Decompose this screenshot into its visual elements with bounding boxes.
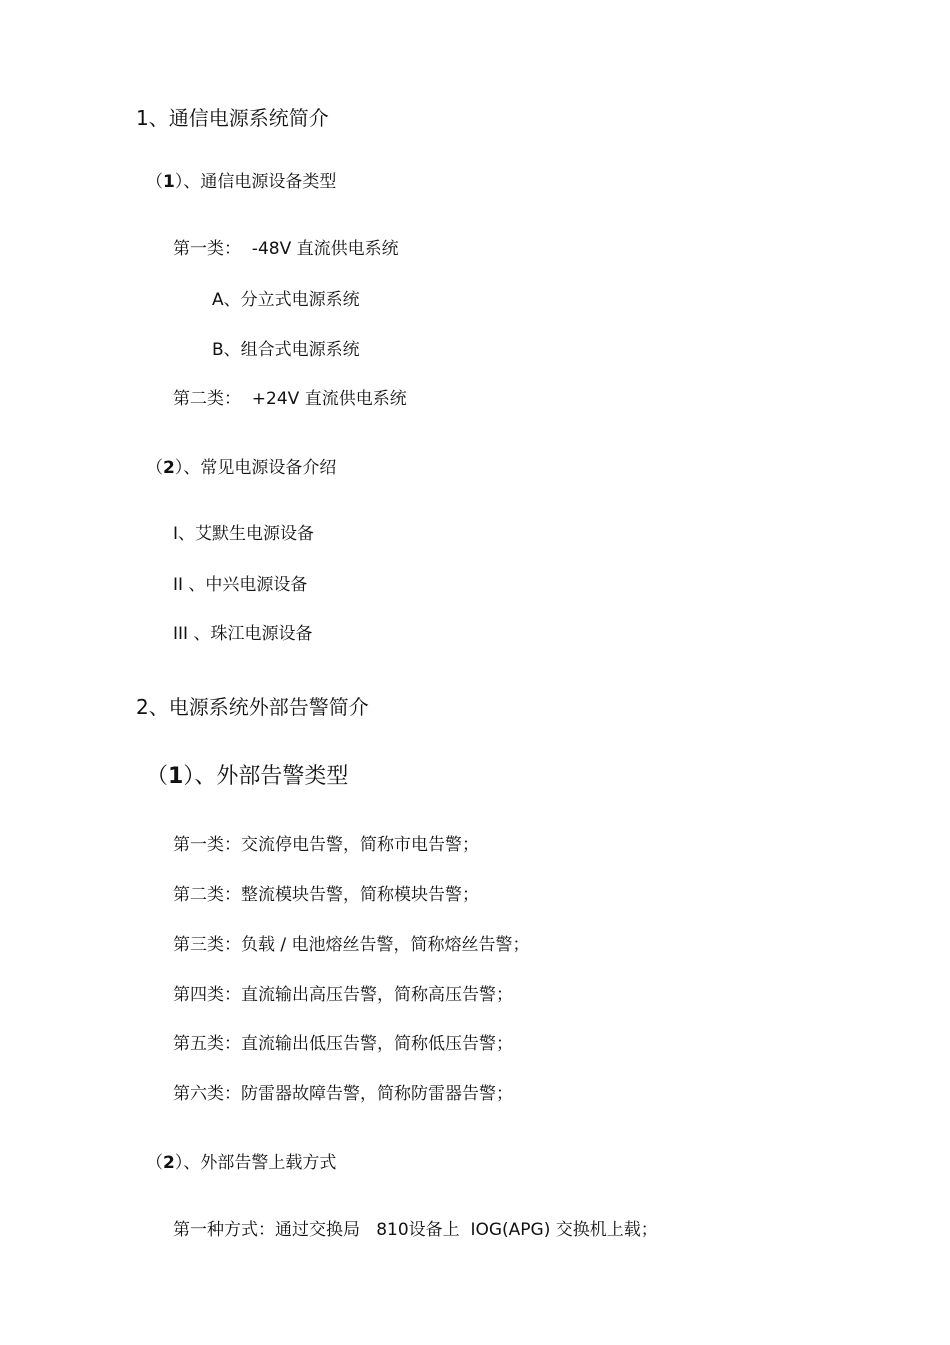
list-item: II 、中兴电源设备 [173, 575, 308, 595]
subsection-title-text: 、通信电源设备类型 [183, 172, 337, 192]
list-item: 第六类：防雷器故障告警，简称防雷器告警； [173, 1084, 513, 1104]
list-item: A、分立式电源系统 [212, 290, 360, 310]
section-2-title: 2、电源系统外部告警简介 [136, 695, 369, 719]
subsection-number: 2 [163, 1153, 175, 1173]
list-item: 第三类：负载 / 电池熔丝告警，简称熔丝告警； [173, 935, 530, 955]
subsection-number: 1 [163, 172, 175, 192]
subsection-1-2-title: （2）、常见电源设备介绍 [146, 458, 337, 478]
list-item: B、组合式电源系统 [212, 340, 360, 360]
subsection-2-1-title: （1）、外部告警类型 [146, 764, 349, 789]
subsection-2-2-title: （2）、外部告警上载方式 [146, 1153, 337, 1173]
subsection-title-text: 、外部告警上载方式 [183, 1153, 337, 1173]
list-item: I、艾默生电源设备 [173, 524, 315, 544]
list-item: III 、珠江电源设备 [173, 624, 313, 644]
list-item: 第二类： +24V 直流供电系统 [173, 389, 407, 409]
subsection-title-text: 、常见电源设备介绍 [183, 458, 337, 478]
subsection-1-1-title: （1）、通信电源设备类型 [146, 172, 337, 192]
list-item: 第二类：整流模块告警，简称模块告警； [173, 885, 479, 905]
section-1-title: 1、通信电源系统简介 [136, 106, 329, 130]
subsection-title-text: 、外部告警类型 [194, 764, 349, 789]
list-item: 第五类：直流输出低压告警，简称低压告警； [173, 1034, 513, 1054]
list-item: 第四类：直流输出高压告警，简称高压告警； [173, 985, 513, 1005]
list-item: 第一类：交流停电告警，简称市电告警； [173, 835, 479, 855]
subsection-number: 1 [168, 764, 184, 789]
subsection-number: 2 [163, 458, 175, 478]
list-item: 第一种方式：通过交换局 810设备上 IOG(APG) 交换机上载； [173, 1220, 658, 1240]
list-item: 第一类： -48V 直流供电系统 [173, 239, 399, 259]
